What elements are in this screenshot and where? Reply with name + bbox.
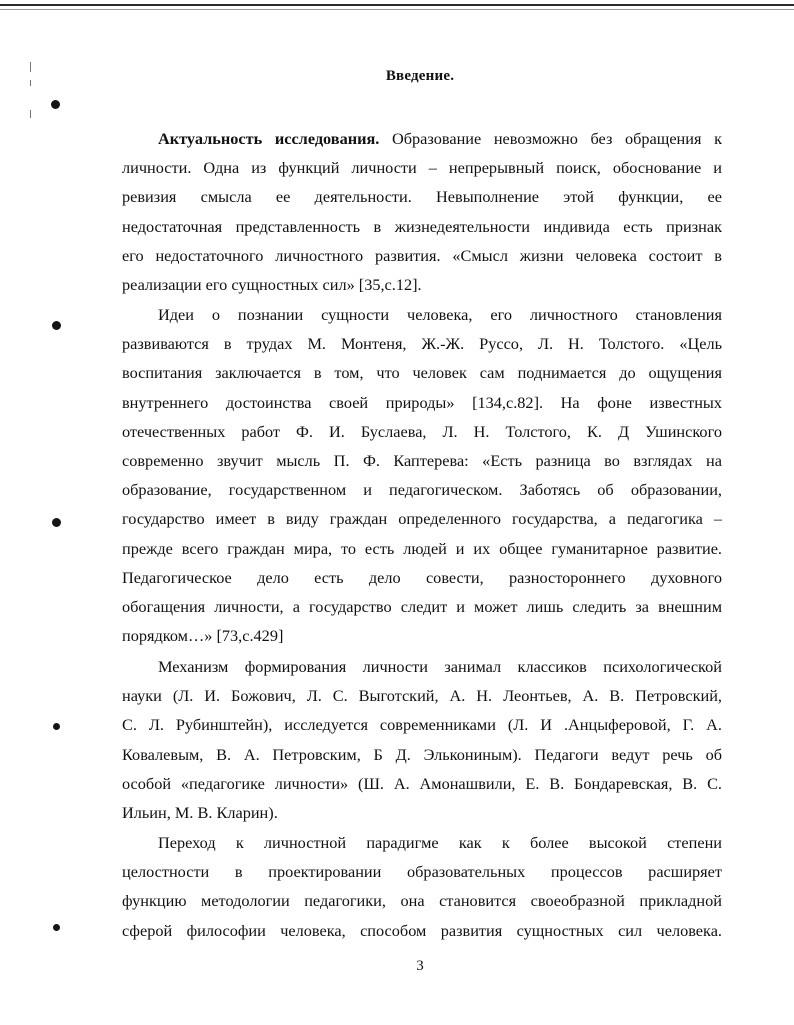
- text-line: отечественных работ Ф. И. Буслаева, Л. Н. Толстого, К. Д Ушинского: [122, 421, 722, 441]
- text-line: Педагогическое дело есть дело совести, разностороннего духовного: [122, 567, 722, 587]
- punch-hole-mark: [53, 924, 60, 931]
- punch-hole-mark: [51, 100, 60, 109]
- text-line: Идеи о познании сущности человека, его личностного становления: [158, 305, 722, 324]
- paragraph-ideas: [122, 300, 722, 650]
- text-line: сферой философии человека, способом развития сущностных сил человека.: [122, 920, 722, 940]
- paragraph-relevance: [122, 124, 722, 299]
- punch-hole-mark: [52, 321, 61, 330]
- text-line: Ковалевым, В. А. Петровским, Б Д. Элькониным). Педагоги ведут речь об: [122, 744, 722, 764]
- page-number: 3: [416, 958, 424, 974]
- scan-top-edge: [0, 4, 794, 6]
- text-line: порядком…» [73,с.429]: [122, 626, 284, 646]
- text-line: его недостаточного личностного развития. «Смысл жизни человека состоит в: [122, 245, 722, 265]
- margin-mark: [30, 110, 31, 118]
- text-line: ревизия смысла ее деятельности. Невыполнение этой функции, ее: [122, 187, 722, 207]
- text-line: Механизм формирования личности занимал классиков психологической: [158, 657, 722, 676]
- text-line: образование, государственном и педагогическом. Заботясь об образовании,: [122, 480, 722, 500]
- text-line: науки (Л. И. Божович, Л. С. Выготский, А. Н. Леонтьев, А. В. Петровский,: [122, 686, 722, 706]
- text-line: С. Л. Рубинштейн), исследуется современниками (Л. И .Анцыферовой, Г. А.: [122, 715, 722, 735]
- text-line: современно звучит мысль П. Ф. Каптерева: «Есть разница во взглядах на: [122, 450, 722, 470]
- text-line: реализации его сущностных сил» [35,с.12].: [122, 274, 422, 294]
- text-line: Актуальность исследования. Образование невозможно без обращения к: [158, 129, 722, 148]
- text-line: воспитания заключается в том, что человек сам поднимается до ощущения: [122, 363, 722, 383]
- text-line: Переход к личностной парадигме как к более высокой степени: [158, 833, 722, 852]
- page-title: Введение.: [385, 68, 455, 84]
- text-line: прежде всего граждан мира, то есть людей и их общее гуманитарное развитие.: [122, 538, 722, 558]
- relevance-heading: Актуальность исследования.: [158, 129, 380, 148]
- text-line: личности. Одна из функций личности – непрерывный поиск, обоснование и: [122, 158, 722, 178]
- text-line: функцию методологии педагогики, она становится своеобразной прикладной: [122, 891, 722, 911]
- text-line: особой «педагогике личности» (Ш. А. Амонашвили, Е. В. Бондаревская, В. С.: [122, 773, 722, 793]
- punch-hole-mark: [52, 518, 61, 527]
- text-line: государство имеет в виду граждан определенного государства, а педагогика –: [122, 509, 722, 529]
- text-line: внутреннего достоинства своей природы» [134,с.82]. На фоне известных: [122, 392, 722, 412]
- scan-top-edge-shadow: [0, 9, 794, 10]
- paragraph-mechanism: [122, 652, 722, 827]
- text-line: Ильин, М. В. Кларин).: [122, 802, 278, 822]
- text-line: недостаточная представленность в жизнедеятельности индивида есть признак: [122, 216, 722, 236]
- text-line: целостности в проектировании образовательных процессов расширяет: [122, 862, 722, 882]
- text-line: обогащения личности, а государство следит и может лишь следить за внешним: [122, 596, 722, 616]
- paragraph-paradigm: [122, 828, 722, 945]
- text-line: развиваются в трудах М. Монтеня, Ж.-Ж. Руссо, Л. Н. Толстого. «Цель: [122, 334, 722, 354]
- punch-hole-mark: [53, 723, 60, 730]
